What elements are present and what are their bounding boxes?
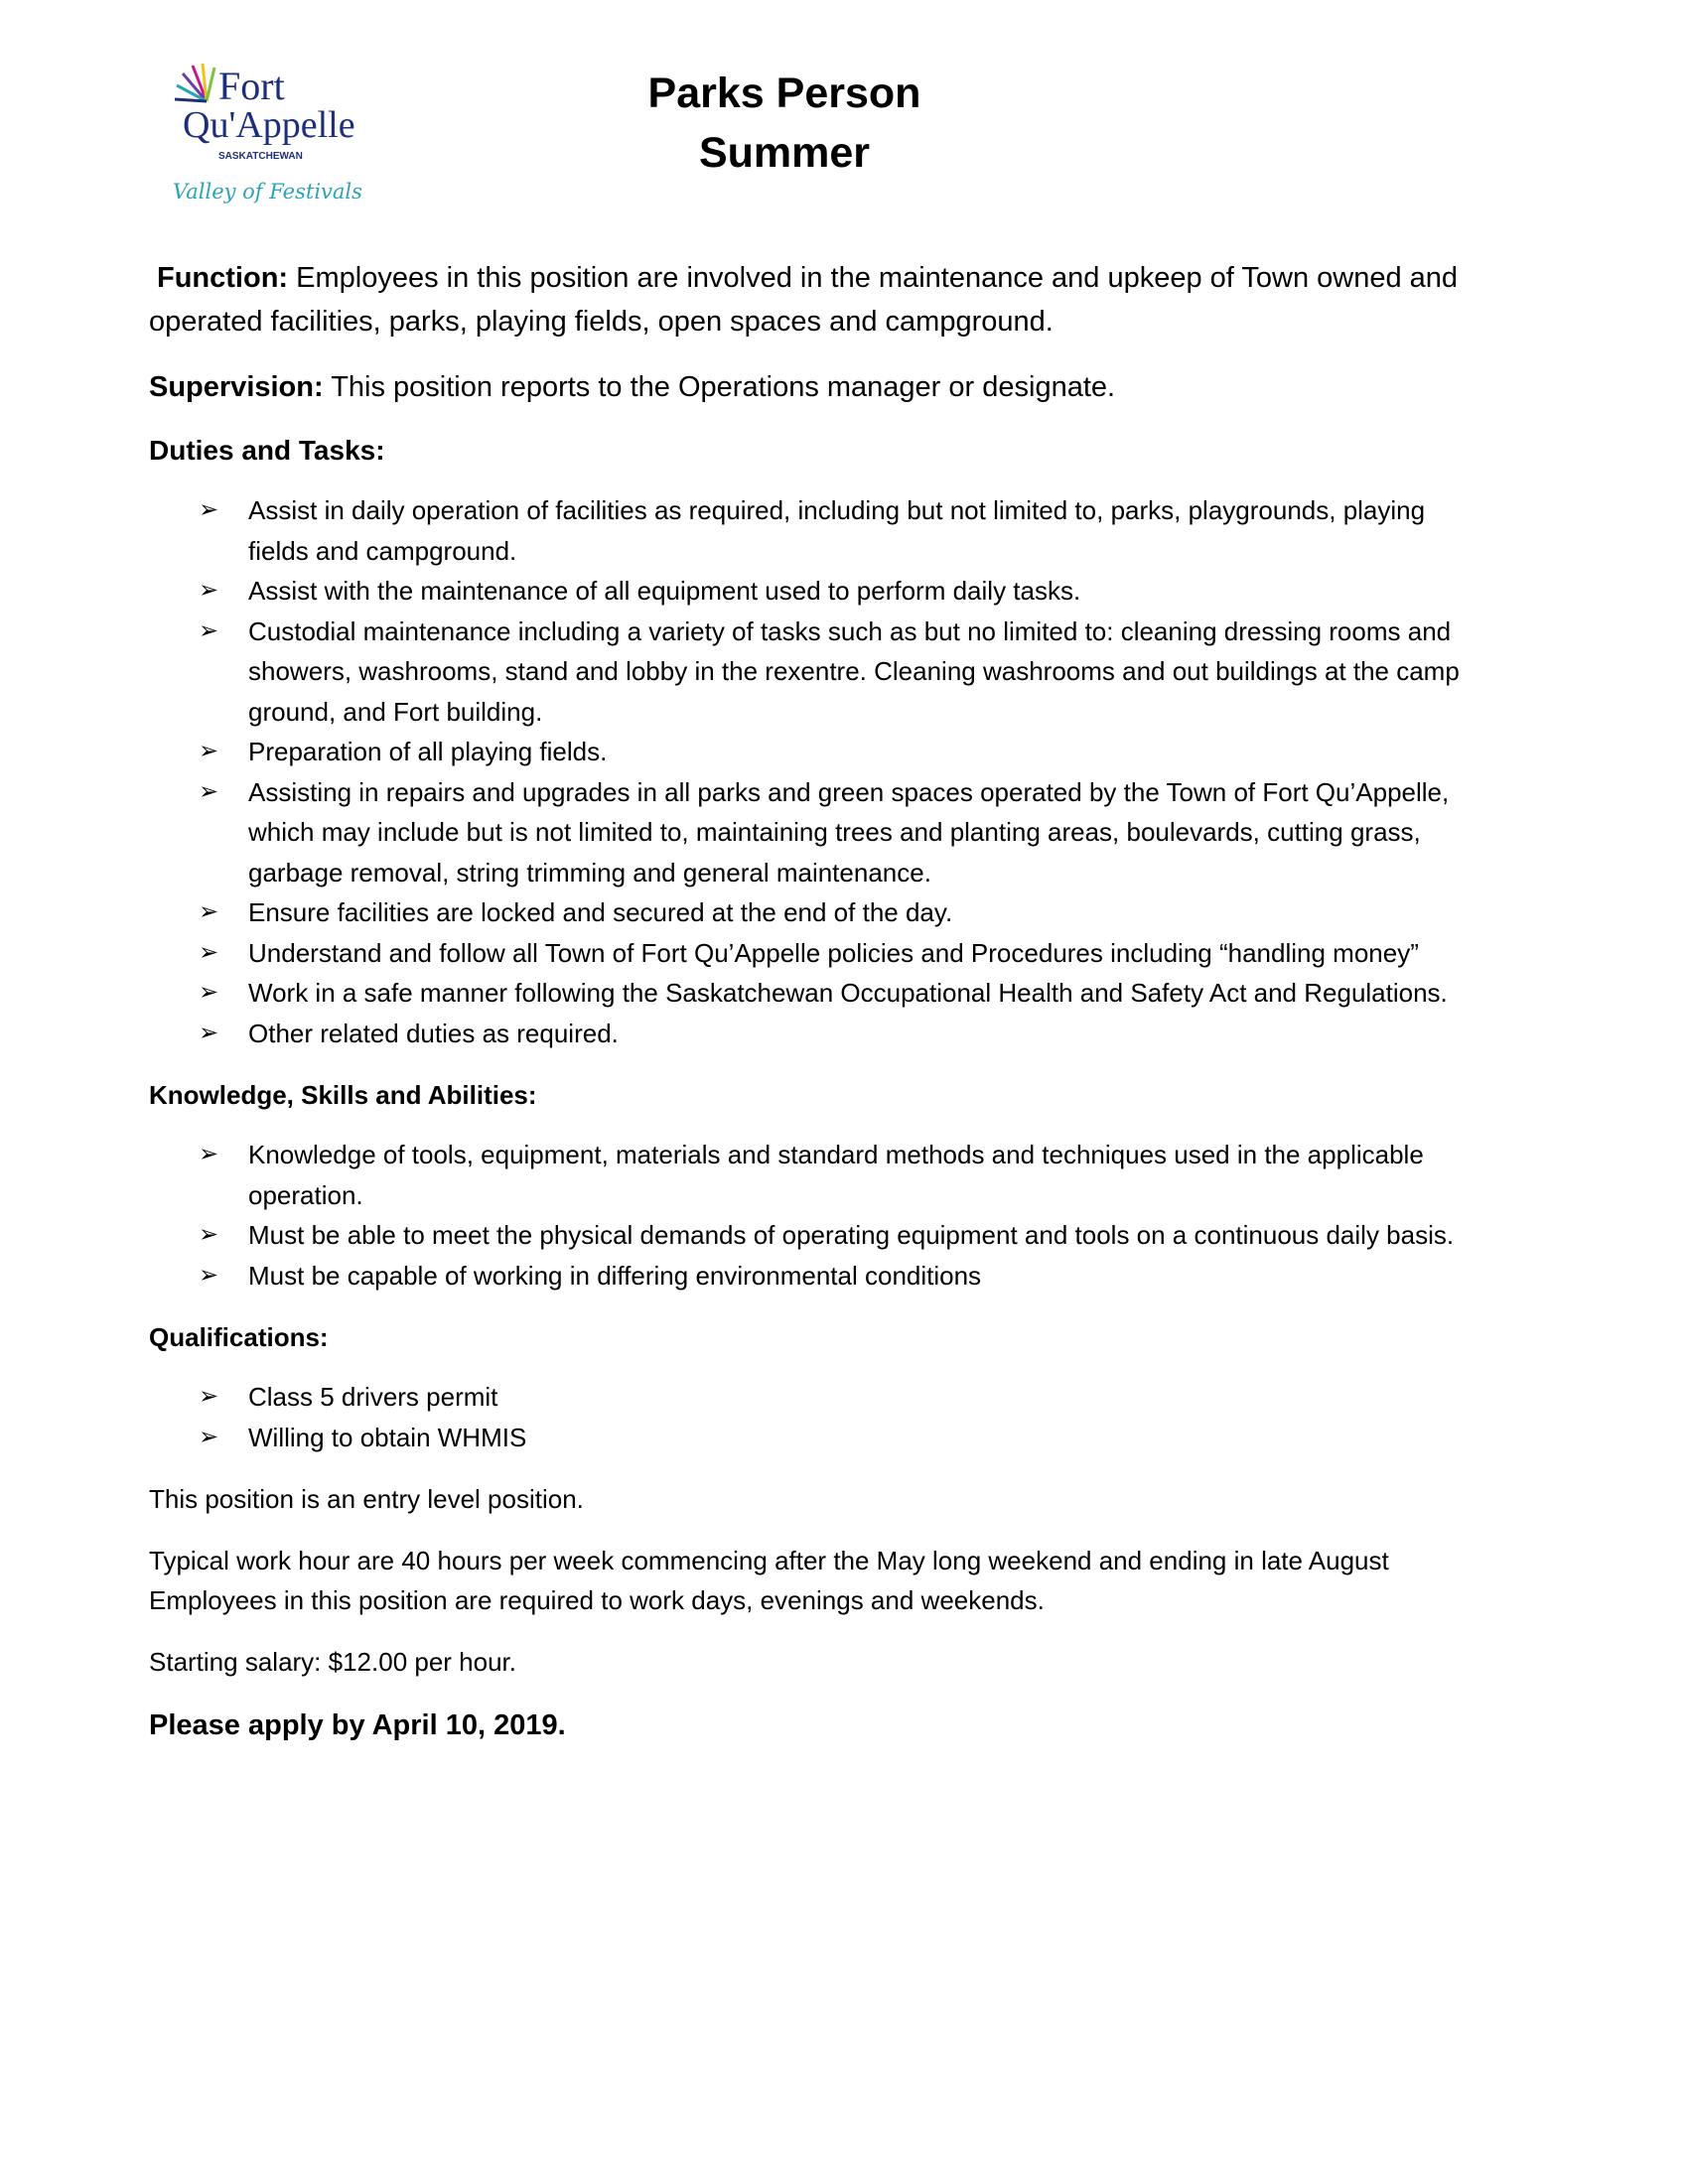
ksa-text: Must be capable of working in differing environmental conditions — [248, 1260, 982, 1291]
duty-text: Work in a safe manner following the Saskatchewan Occupational Health and Safety Act and Regulations. — [248, 978, 1448, 1008]
list-item — [149, 490, 1489, 571]
duty-text: Assist in daily operation of facilities as required, including but not limited to, parks, playgrounds, playing fields and campground. — [248, 495, 1426, 566]
document-body — [149, 256, 1489, 1747]
logo-line2: Qu'Appelle — [183, 104, 355, 146]
logo-province: SASKATCHEWAN — [218, 151, 303, 162]
supervision-label: Supervision: — [149, 371, 324, 403]
ksa-text: Knowledge of tools, equipment, materials and standard methods and techniques used in the applicable operation. — [248, 1140, 1424, 1210]
arrow-bullet-icon: ➢ — [199, 777, 219, 805]
function-label: Function: — [157, 262, 289, 294]
duties-heading: Duties and Tasks: — [149, 435, 385, 466]
arrow-bullet-icon: ➢ — [199, 979, 219, 1006]
ksa-text: Must be able to meet the physical demands of operating equipment and tools on a continuous daily basis. — [248, 1220, 1455, 1250]
qualification-text: Willing to obtain WHMIS — [248, 1422, 527, 1452]
apply-deadline: Please apply by April 10, 2019. — [149, 1709, 566, 1741]
logo-tagline: Valley of Festivals — [173, 180, 362, 204]
function-text: Employees in this position are involved in the maintenance and upkeep of Town owned and operated facilities, parks, playing fields, open spaces and campground. — [149, 262, 1459, 338]
arrow-bullet-icon: ➢ — [199, 738, 219, 764]
title-line2: Summer — [698, 129, 871, 177]
ksa-heading: Knowledge, Skills and Abilities: — [149, 1080, 537, 1110]
supervision-text: This position reports to the Operations manager or designate. — [323, 371, 1116, 403]
logo-burst-line — [207, 68, 214, 101]
duty-text: Understand and follow all Town of Fort Qu’Appelle policies and Procedures including “handling money” — [248, 937, 1419, 968]
function-paragraph — [149, 256, 1489, 343]
salary-paragraph: Starting salary: $12.00 per hour. — [149, 1647, 517, 1677]
arrow-bullet-icon: ➢ — [199, 938, 219, 966]
duty-text: Other related duties as required. — [248, 1018, 619, 1048]
list-item — [149, 892, 1489, 933]
list-item — [149, 1377, 1489, 1418]
logo-line1: Fort — [218, 64, 285, 108]
arrow-bullet-icon: ➢ — [199, 1423, 219, 1450]
duty-text: Ensure facilities are locked and secured at the end of the day. — [248, 897, 953, 927]
ksa-list — [149, 1135, 1489, 1296]
arrow-bullet-icon: ➢ — [199, 1019, 219, 1046]
arrow-bullet-icon: ➢ — [199, 1221, 219, 1248]
duties-list — [149, 490, 1489, 1053]
qualifications-list — [149, 1377, 1489, 1457]
list-item — [149, 732, 1489, 772]
list-item — [149, 1256, 1489, 1297]
town-logo — [169, 60, 367, 218]
list-item — [149, 1014, 1489, 1054]
fort-quappelle-logo-icon — [169, 60, 367, 218]
entry-level-paragraph: This position is an entry level position. — [149, 1484, 584, 1514]
arrow-bullet-icon: ➢ — [199, 1141, 219, 1167]
list-item — [149, 612, 1489, 733]
list-item — [149, 1418, 1489, 1458]
list-item — [149, 973, 1489, 1014]
qualifications-heading: Qualifications: — [149, 1322, 329, 1352]
hours-paragraph: Typical work hour are 40 hours per week commencing after the May long weekend and ending in late August Employees in this position are required to work days, evenings and weekends. — [149, 1546, 1389, 1615]
qualification-text: Class 5 drivers permit — [248, 1382, 498, 1412]
arrow-bullet-icon: ➢ — [199, 496, 219, 523]
list-item — [149, 933, 1489, 974]
arrow-bullet-icon: ➢ — [199, 898, 219, 925]
list-item — [149, 1215, 1489, 1256]
duty-text: Custodial maintenance including a variety of tasks such as but no limited to: cleaning dressing rooms and showers, washrooms, stand and lobby in the rexentre. Cleaning washrooms and out buildings at the camp ground, and Fort building. — [248, 615, 1460, 727]
duty-text: Assist with the maintenance of all equipment used to perform daily tasks. — [248, 576, 1081, 606]
list-item — [149, 1135, 1489, 1215]
arrow-bullet-icon: ➢ — [199, 1383, 219, 1410]
arrow-bullet-icon: ➢ — [199, 616, 219, 644]
title-line1: Parks Person — [647, 69, 921, 117]
list-item — [149, 772, 1489, 893]
supervision-paragraph — [149, 365, 1489, 409]
document-title — [586, 64, 983, 183]
duty-text: Preparation of all playing fields. — [248, 737, 608, 766]
duty-text: Assisting in repairs and upgrades in all parks and green spaces operated by the Town of Fort Qu’Appelle, which may include but is not limited to, maintaining trees and planting areas, boulevards, cutting grass, garbage removal, string trimming and general maintenance. — [248, 776, 1450, 887]
arrow-bullet-icon: ➢ — [199, 577, 219, 604]
logo-burst-line — [175, 99, 207, 101]
list-item — [149, 571, 1489, 612]
arrow-bullet-icon: ➢ — [199, 1261, 219, 1289]
